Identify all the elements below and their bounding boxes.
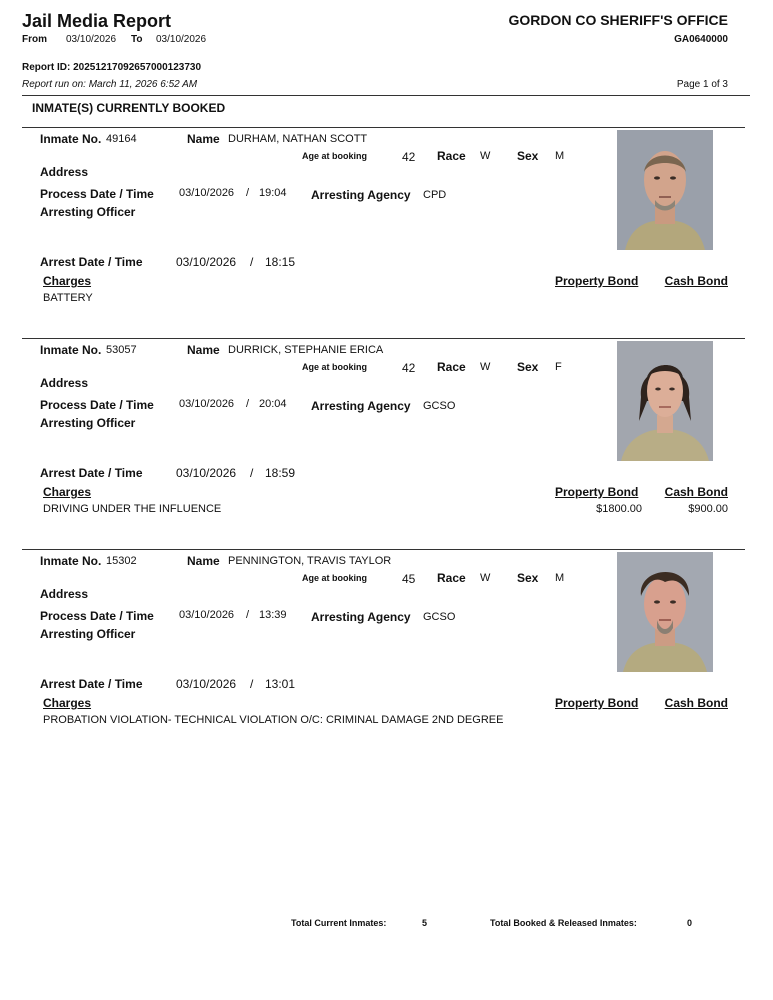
age-label: Age at booking xyxy=(302,573,367,583)
process-label: Process Date / Time xyxy=(40,187,154,201)
slash: / xyxy=(250,677,254,691)
inmate-name: DURRICK, STEPHANIE ERICA xyxy=(228,344,384,356)
property-bond-value: $1800.00 xyxy=(596,503,642,515)
mugshot-photo xyxy=(617,130,713,250)
property-bond-label: Property Bond xyxy=(555,696,639,710)
total-current-value: 5 xyxy=(422,918,428,928)
cash-bond-label: Cash Bond xyxy=(664,485,728,499)
inmate-no: 49164 xyxy=(106,133,137,145)
name-label: Name xyxy=(187,132,220,146)
name-label: Name xyxy=(187,554,220,568)
age-label: Age at booking xyxy=(302,362,367,372)
total-current-label: Total Current Inmates: xyxy=(291,918,387,928)
sex-value: M xyxy=(555,150,565,162)
agency-value: GCSO xyxy=(423,400,456,412)
record-divider xyxy=(22,338,745,339)
slash: / xyxy=(246,398,250,410)
arrest-label: Arrest Date / Time xyxy=(40,677,143,691)
arrest-time: 18:15 xyxy=(265,255,296,269)
to-label: To xyxy=(131,34,143,45)
age-value: 45 xyxy=(402,572,416,586)
race-value: W xyxy=(480,150,491,162)
page-number: Page 1 of 3 xyxy=(676,79,728,90)
race-label: Race xyxy=(437,360,466,374)
slash: / xyxy=(250,466,254,480)
from-date: 03/10/2026 xyxy=(66,34,117,45)
slash: / xyxy=(250,255,254,269)
agency-label: Arresting Agency xyxy=(311,399,411,413)
inmate-no: 53057 xyxy=(106,344,137,356)
officer-label: Arresting Officer xyxy=(40,627,136,641)
total-booked-released-value: 0 xyxy=(687,918,693,928)
sex-label: Sex xyxy=(517,360,539,374)
charges-label: Charges xyxy=(43,274,92,288)
cash-bond-label: Cash Bond xyxy=(664,696,728,710)
race-label: Race xyxy=(437,571,466,585)
agency-label: Arresting Agency xyxy=(311,610,411,624)
sex-value: F xyxy=(555,361,562,373)
race-value: W xyxy=(480,572,491,584)
cash-bond-label: Cash Bond xyxy=(664,274,728,288)
process-label: Process Date / Time xyxy=(40,398,154,412)
charge-text: BATTERY xyxy=(43,292,93,304)
officer-label: Arresting Officer xyxy=(40,416,136,430)
process-time: 13:39 xyxy=(259,609,287,621)
charges-label: Charges xyxy=(43,485,92,499)
sex-label: Sex xyxy=(517,571,539,585)
agency-value: GCSO xyxy=(423,611,456,623)
name-label: Name xyxy=(187,343,220,357)
process-time: 20:04 xyxy=(259,398,287,410)
process-date: 03/10/2026 xyxy=(179,398,235,410)
report-run-on: Report run on: March 11, 2026 6:52 AM xyxy=(22,79,198,90)
total-booked-released-label: Total Booked & Released Inmates: xyxy=(490,918,637,928)
inmate-name: DURHAM, NATHAN SCOTT xyxy=(228,133,368,145)
sex-value: M xyxy=(555,572,565,584)
inmate-no-label: Inmate No. xyxy=(40,343,102,357)
age-value: 42 xyxy=(402,150,416,164)
age-value: 42 xyxy=(402,361,416,375)
arrest-date: 03/10/2026 xyxy=(176,255,237,269)
arrest-time: 18:59 xyxy=(265,466,296,480)
record-divider xyxy=(22,549,745,550)
property-bond-label: Property Bond xyxy=(555,274,639,288)
officer-label: Arresting Officer xyxy=(40,205,136,219)
agency-value: CPD xyxy=(423,189,447,201)
charges-label: Charges xyxy=(43,696,92,710)
arrest-time: 13:01 xyxy=(265,677,296,691)
age-label: Age at booking xyxy=(302,151,367,161)
arrest-label: Arrest Date / Time xyxy=(40,466,143,480)
section-title: INMATE(S) CURRENTLY BOOKED xyxy=(32,101,226,115)
inmate-no: 15302 xyxy=(106,555,137,567)
section-divider xyxy=(22,127,745,128)
sex-label: Sex xyxy=(517,149,539,163)
process-time: 19:04 xyxy=(259,187,287,199)
race-value: W xyxy=(480,361,491,373)
race-label: Race xyxy=(437,149,466,163)
inmate-no-label: Inmate No. xyxy=(40,132,102,146)
cash-bond-value: $900.00 xyxy=(688,503,728,515)
process-date: 03/10/2026 xyxy=(179,609,235,621)
address-label: Address xyxy=(40,376,89,390)
property-bond-label: Property Bond xyxy=(555,485,639,499)
process-label: Process Date / Time xyxy=(40,609,154,623)
inmate-name: PENNINGTON, TRAVIS TAYLOR xyxy=(228,555,392,567)
process-date: 03/10/2026 xyxy=(179,187,235,199)
address-label: Address xyxy=(40,165,89,179)
report-title: Jail Media Report xyxy=(22,11,172,31)
inmate-no-label: Inmate No. xyxy=(40,554,102,568)
agency-name: GORDON CO SHERIFF'S OFFICE xyxy=(508,12,728,28)
charge-text: PROBATION VIOLATION- TECHNICAL VIOLATION O/C: CRIMINAL DAMAGE 2ND DEGREE xyxy=(43,714,504,726)
from-label: From xyxy=(22,34,47,45)
arrest-date: 03/10/2026 xyxy=(176,677,237,691)
slash: / xyxy=(246,187,250,199)
to-date: 03/10/2026 xyxy=(156,34,207,45)
agency-ori: GA0640000 xyxy=(674,34,728,45)
slash: / xyxy=(246,609,250,621)
report-id: Report ID: 20251217092657000123730 xyxy=(22,62,202,73)
arrest-date: 03/10/2026 xyxy=(176,466,237,480)
mugshot-photo xyxy=(617,552,713,672)
arrest-label: Arrest Date / Time xyxy=(40,255,143,269)
header-divider xyxy=(22,95,750,96)
mugshot-photo xyxy=(617,341,713,461)
address-label: Address xyxy=(40,587,89,601)
agency-label: Arresting Agency xyxy=(311,188,411,202)
charge-text: DRIVING UNDER THE INFLUENCE xyxy=(43,503,222,515)
